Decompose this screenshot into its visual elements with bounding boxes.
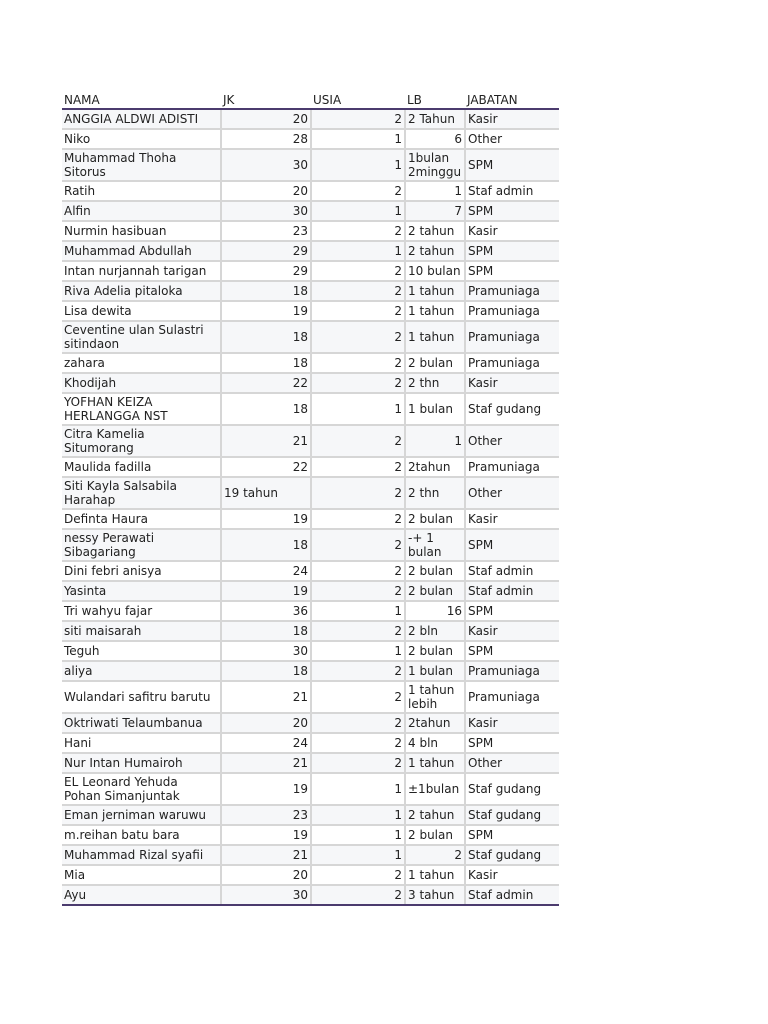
- cell-nama: siti maisarah: [62, 621, 221, 641]
- table-row: [62, 373, 559, 393]
- cell-usia: 2: [311, 681, 405, 713]
- cell-lb: 2 thn: [405, 477, 465, 509]
- cell-lb: 16: [405, 601, 465, 621]
- header-jk: JK: [221, 90, 311, 109]
- cell-usia: 2: [311, 301, 405, 321]
- cell-usia: 2: [311, 713, 405, 733]
- cell-nama: Muhammad Thoha Sitorus: [62, 149, 221, 181]
- cell-jk: 22: [221, 457, 311, 477]
- cell-jabatan: Staf gudang: [465, 773, 559, 805]
- cell-jabatan: Kasir: [465, 621, 559, 641]
- table-body: [62, 109, 559, 905]
- cell-usia: 1: [311, 641, 405, 661]
- cell-usia: 2: [311, 181, 405, 201]
- cell-nama: Muhammad Abdullah: [62, 241, 221, 261]
- cell-jabatan: SPM: [465, 529, 559, 561]
- table-row: [62, 321, 559, 353]
- cell-jabatan: Kasir: [465, 865, 559, 885]
- table-row: [62, 621, 559, 641]
- cell-lb: 10 bulan: [405, 261, 465, 281]
- cell-jabatan: Staf admin: [465, 561, 559, 581]
- cell-lb: 1bulan 2minggu: [405, 149, 465, 181]
- cell-jk: 19: [221, 301, 311, 321]
- cell-jabatan: SPM: [465, 201, 559, 221]
- cell-lb: 1 tahun: [405, 301, 465, 321]
- cell-lb: 2 tahun: [405, 221, 465, 241]
- cell-jk: 18: [221, 661, 311, 681]
- cell-jabatan: Staf admin: [465, 581, 559, 601]
- cell-jk: 19: [221, 581, 311, 601]
- table-row: [62, 301, 559, 321]
- table-row: [62, 713, 559, 733]
- cell-jabatan: Staf admin: [465, 181, 559, 201]
- cell-usia: 1: [311, 241, 405, 261]
- table-row: [62, 885, 559, 905]
- cell-jk: 29: [221, 241, 311, 261]
- table-row: [62, 661, 559, 681]
- cell-lb: 2: [405, 845, 465, 865]
- table-row: [62, 393, 559, 425]
- table-row: [62, 825, 559, 845]
- cell-jabatan: Pramuniaga: [465, 301, 559, 321]
- cell-usia: 2: [311, 581, 405, 601]
- cell-lb: 2 bln: [405, 621, 465, 641]
- cell-jk: 19: [221, 825, 311, 845]
- cell-jabatan: Pramuniaga: [465, 457, 559, 477]
- cell-nama: Niko: [62, 129, 221, 149]
- cell-jabatan: Staf admin: [465, 885, 559, 905]
- cell-nama: Muhammad Rizal syafii: [62, 845, 221, 865]
- cell-usia: 1: [311, 805, 405, 825]
- cell-jk: 21: [221, 845, 311, 865]
- cell-lb: 3 tahun: [405, 885, 465, 905]
- cell-lb: 2 bulan: [405, 641, 465, 661]
- cell-nama: Yasinta: [62, 581, 221, 601]
- table-row: [62, 261, 559, 281]
- cell-jabatan: Other: [465, 753, 559, 773]
- cell-usia: 2: [311, 529, 405, 561]
- cell-nama: Ceventine ulan Sulastri sitindaon: [62, 321, 221, 353]
- cell-jk: 28: [221, 129, 311, 149]
- cell-nama: Tri wahyu fajar: [62, 601, 221, 621]
- cell-nama: ANGGIA ALDWI ADISTI: [62, 109, 221, 129]
- cell-usia: 2: [311, 221, 405, 241]
- cell-jabatan: Other: [465, 425, 559, 457]
- header-row: [62, 90, 559, 109]
- cell-nama: Dini febri anisya: [62, 561, 221, 581]
- cell-lb: 2tahun: [405, 457, 465, 477]
- table-row: [62, 865, 559, 885]
- cell-nama: aliya: [62, 661, 221, 681]
- table-row: [62, 201, 559, 221]
- cell-jabatan: Staf gudang: [465, 393, 559, 425]
- cell-jabatan: Other: [465, 477, 559, 509]
- cell-jk: 18: [221, 353, 311, 373]
- cell-nama: Siti Kayla Salsabila Harahap: [62, 477, 221, 509]
- cell-lb: 1 tahun: [405, 753, 465, 773]
- cell-lb: 2 tahun: [405, 241, 465, 261]
- cell-usia: 2: [311, 885, 405, 905]
- cell-nama: Citra Kamelia Situmorang: [62, 425, 221, 457]
- cell-usia: 2: [311, 733, 405, 753]
- cell-lb: 7: [405, 201, 465, 221]
- cell-usia: 2: [311, 281, 405, 301]
- cell-jabatan: SPM: [465, 733, 559, 753]
- cell-nama: Mia: [62, 865, 221, 885]
- table-row: [62, 281, 559, 301]
- cell-nama: Intan nurjannah tarigan: [62, 261, 221, 281]
- table-row: [62, 733, 559, 753]
- cell-lb: 2 bulan: [405, 581, 465, 601]
- cell-jabatan: Kasir: [465, 221, 559, 241]
- cell-jk: 30: [221, 149, 311, 181]
- cell-lb: 2tahun: [405, 713, 465, 733]
- table-row: [62, 241, 559, 261]
- table-row: [62, 109, 559, 129]
- cell-jabatan: Kasir: [465, 509, 559, 529]
- table-row: [62, 425, 559, 457]
- cell-nama: Alfin: [62, 201, 221, 221]
- cell-nama: Teguh: [62, 641, 221, 661]
- cell-usia: 1: [311, 601, 405, 621]
- cell-jabatan: Pramuniaga: [465, 661, 559, 681]
- cell-jk: 21: [221, 681, 311, 713]
- cell-usia: 2: [311, 457, 405, 477]
- cell-usia: 2: [311, 621, 405, 641]
- cell-jabatan: SPM: [465, 149, 559, 181]
- cell-usia: 2: [311, 321, 405, 353]
- cell-lb: 2 Tahun: [405, 109, 465, 129]
- cell-lb: 1 bulan: [405, 393, 465, 425]
- cell-jk: 22: [221, 373, 311, 393]
- cell-lb: 2 tahun: [405, 805, 465, 825]
- cell-jabatan: Other: [465, 129, 559, 149]
- cell-nama: Nur Intan Humairoh: [62, 753, 221, 773]
- cell-jk: 30: [221, 885, 311, 905]
- cell-usia: 2: [311, 661, 405, 681]
- cell-jabatan: Kasir: [465, 109, 559, 129]
- cell-lb: 2 thn: [405, 373, 465, 393]
- cell-usia: 2: [311, 425, 405, 457]
- cell-jk: 18: [221, 621, 311, 641]
- cell-nama: Khodijah: [62, 373, 221, 393]
- cell-jk: 30: [221, 641, 311, 661]
- table-row: [62, 529, 559, 561]
- table-row: [62, 353, 559, 373]
- cell-usia: 2: [311, 109, 405, 129]
- cell-nama: nessy Perawati Sibagariang: [62, 529, 221, 561]
- cell-jabatan: Kasir: [465, 373, 559, 393]
- cell-nama: EL Leonard Yehuda Pohan Simanjuntak: [62, 773, 221, 805]
- cell-nama: Maulida fadilla: [62, 457, 221, 477]
- spreadsheet: [62, 90, 559, 906]
- header-lb: LB: [405, 90, 465, 109]
- table-row: [62, 753, 559, 773]
- table-row: [62, 641, 559, 661]
- cell-jabatan: Pramuniaga: [465, 281, 559, 301]
- cell-lb: 1 tahun: [405, 281, 465, 301]
- cell-usia: 1: [311, 825, 405, 845]
- cell-usia: 1: [311, 773, 405, 805]
- cell-jk: 19 tahun: [221, 477, 311, 509]
- cell-jk: 20: [221, 865, 311, 885]
- table-row: [62, 805, 559, 825]
- cell-usia: 1: [311, 149, 405, 181]
- cell-lb: 2 bulan: [405, 561, 465, 581]
- cell-usia: 1: [311, 201, 405, 221]
- cell-lb: -+ 1 bulan: [405, 529, 465, 561]
- cell-jk: 23: [221, 805, 311, 825]
- cell-jk: 18: [221, 393, 311, 425]
- cell-lb: 1 bulan: [405, 661, 465, 681]
- cell-nama: Nurmin hasibuan: [62, 221, 221, 241]
- cell-usia: 1: [311, 129, 405, 149]
- cell-jabatan: SPM: [465, 261, 559, 281]
- table-row: [62, 149, 559, 181]
- employee-table: [62, 90, 559, 906]
- cell-jabatan: Staf gudang: [465, 805, 559, 825]
- cell-lb: 6: [405, 129, 465, 149]
- cell-lb: ±1bulan: [405, 773, 465, 805]
- cell-jk: 20: [221, 109, 311, 129]
- cell-usia: 2: [311, 373, 405, 393]
- cell-usia: 2: [311, 477, 405, 509]
- table-row: [62, 181, 559, 201]
- table-row: [62, 773, 559, 805]
- cell-jabatan: Kasir: [465, 713, 559, 733]
- cell-nama: Oktriwati Telaumbanua: [62, 713, 221, 733]
- cell-jk: 24: [221, 733, 311, 753]
- header-usia: USIA: [311, 90, 405, 109]
- cell-usia: 2: [311, 753, 405, 773]
- cell-usia: 1: [311, 845, 405, 865]
- table-row: [62, 845, 559, 865]
- cell-jk: 30: [221, 201, 311, 221]
- cell-lb: 1: [405, 181, 465, 201]
- cell-nama: zahara: [62, 353, 221, 373]
- cell-nama: Hani: [62, 733, 221, 753]
- cell-nama: m.reihan batu bara: [62, 825, 221, 845]
- cell-usia: 2: [311, 353, 405, 373]
- cell-lb: 1 tahun lebih: [405, 681, 465, 713]
- cell-usia: 2: [311, 865, 405, 885]
- table-row: [62, 601, 559, 621]
- cell-jk: 21: [221, 425, 311, 457]
- cell-jabatan: Pramuniaga: [465, 353, 559, 373]
- cell-nama: Ayu: [62, 885, 221, 905]
- table-header: [62, 90, 559, 109]
- cell-jabatan: Staf gudang: [465, 845, 559, 865]
- cell-nama: Definta Haura: [62, 509, 221, 529]
- table-row: [62, 509, 559, 529]
- table-row: [62, 561, 559, 581]
- header-jabatan: JABATAN: [465, 90, 559, 109]
- cell-jabatan: SPM: [465, 641, 559, 661]
- table-row: [62, 681, 559, 713]
- cell-jk: 18: [221, 529, 311, 561]
- table-row: [62, 129, 559, 149]
- cell-jk: 24: [221, 561, 311, 581]
- cell-jk: 21: [221, 753, 311, 773]
- cell-jk: 18: [221, 321, 311, 353]
- cell-jk: 23: [221, 221, 311, 241]
- header-nama: NAMA: [62, 90, 221, 109]
- cell-usia: 1: [311, 393, 405, 425]
- cell-jk: 20: [221, 181, 311, 201]
- cell-usia: 2: [311, 509, 405, 529]
- cell-usia: 2: [311, 561, 405, 581]
- table-row: [62, 581, 559, 601]
- cell-lb: 2 bulan: [405, 509, 465, 529]
- cell-lb: 2 bulan: [405, 825, 465, 845]
- cell-jk: 36: [221, 601, 311, 621]
- table-row: [62, 457, 559, 477]
- cell-jabatan: SPM: [465, 241, 559, 261]
- cell-lb: 1 tahun: [405, 865, 465, 885]
- cell-jabatan: Pramuniaga: [465, 321, 559, 353]
- cell-nama: Riva Adelia pitaloka: [62, 281, 221, 301]
- cell-jk: 18: [221, 281, 311, 301]
- cell-jabatan: SPM: [465, 825, 559, 845]
- cell-lb: 1: [405, 425, 465, 457]
- cell-jk: 29: [221, 261, 311, 281]
- cell-jabatan: SPM: [465, 601, 559, 621]
- cell-jk: 20: [221, 713, 311, 733]
- cell-lb: 4 bln: [405, 733, 465, 753]
- cell-nama: Wulandari safitru barutu: [62, 681, 221, 713]
- cell-lb: 1 tahun: [405, 321, 465, 353]
- cell-nama: Lisa dewita: [62, 301, 221, 321]
- cell-jabatan: Pramuniaga: [465, 681, 559, 713]
- table-row: [62, 221, 559, 241]
- cell-lb: 2 bulan: [405, 353, 465, 373]
- cell-jk: 19: [221, 773, 311, 805]
- cell-nama: YOFHAN KEIZA HERLANGGA NST: [62, 393, 221, 425]
- cell-jk: 19: [221, 509, 311, 529]
- cell-usia: 2: [311, 261, 405, 281]
- cell-nama: Ratih: [62, 181, 221, 201]
- cell-nama: Eman jerniman waruwu: [62, 805, 221, 825]
- table-row: [62, 477, 559, 509]
